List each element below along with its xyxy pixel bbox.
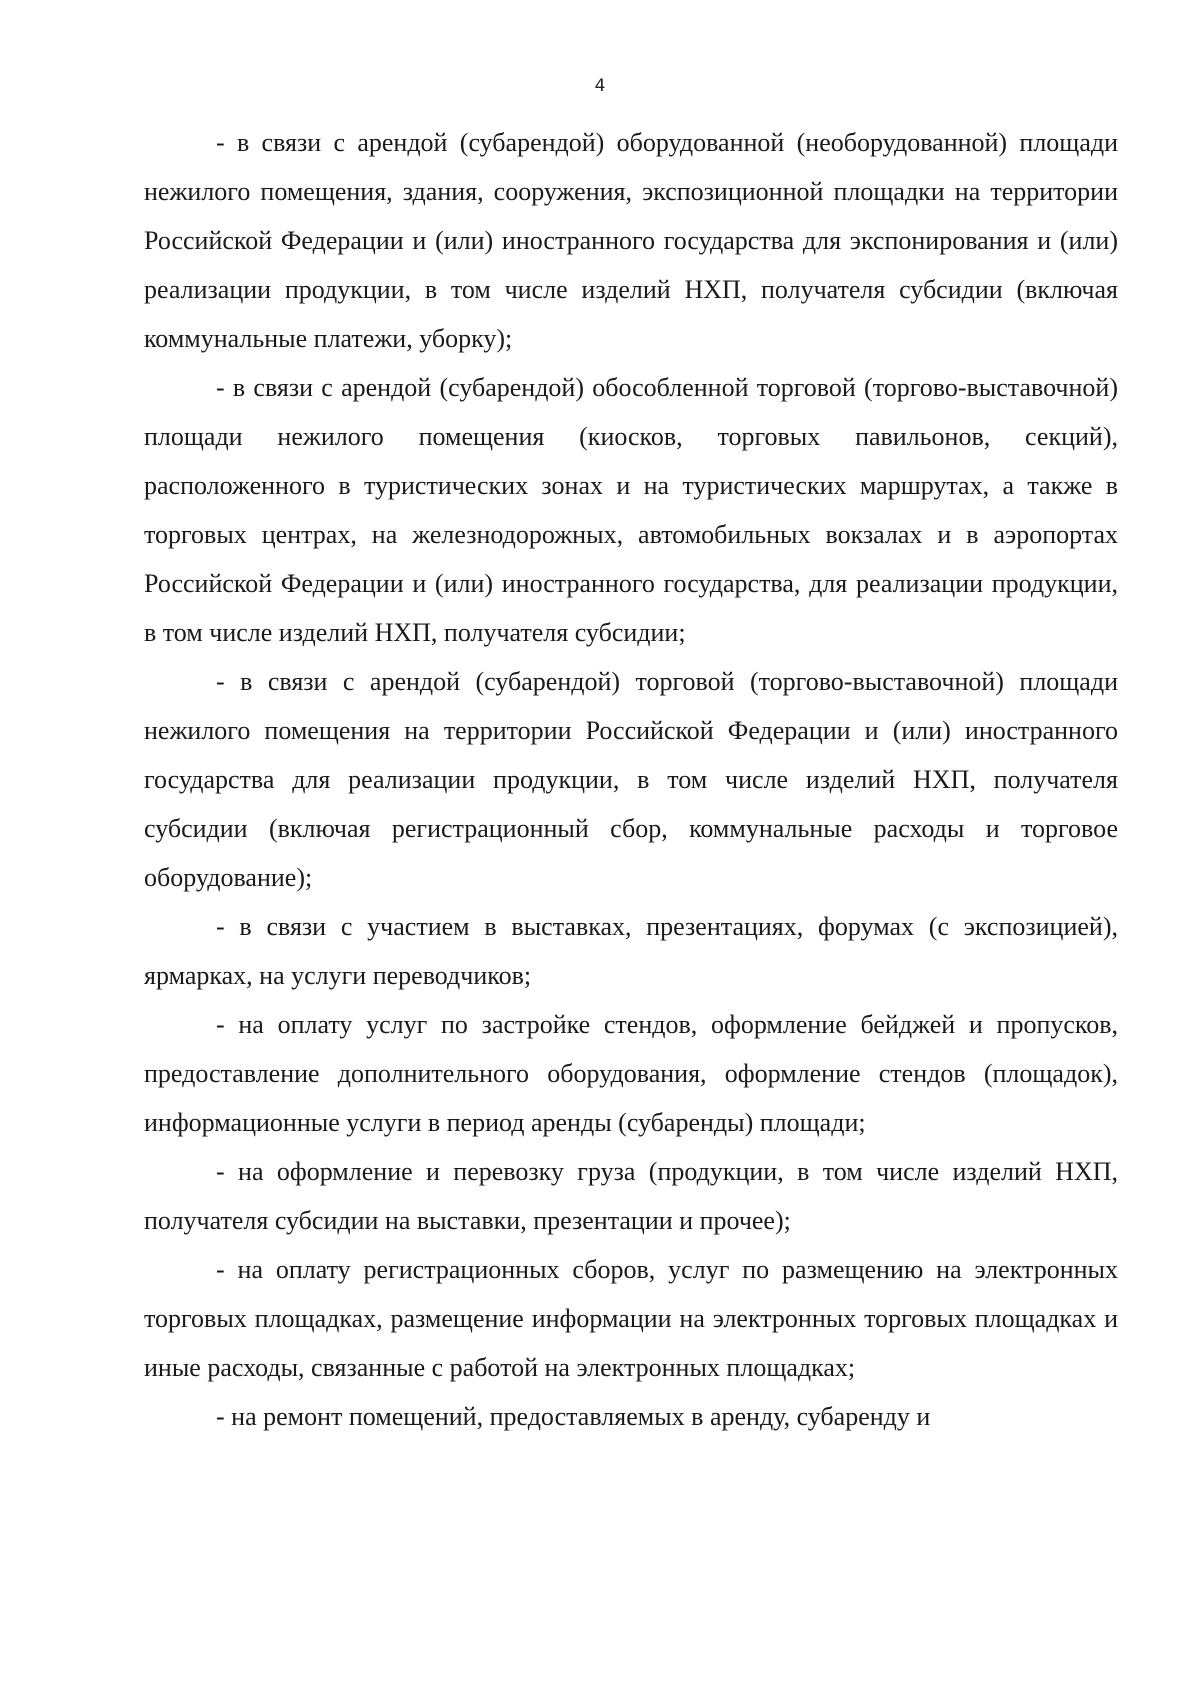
paragraph-exhibitions-translators: - в связи с участием в выставках, презентациях, форумах (с экспозицией), ярмарках, на услуги переводчиков; xyxy=(144,912,1118,990)
paragraph-cargo-transport: - на оформление и перевозку груза (продукции, в том числе изделий НХП, получателя субсидии на выставки, презентации и прочее); xyxy=(144,1157,1118,1235)
paragraph-stand-construction: - на оплату услуг по застройке стендов, оформление бейджей и пропусков, предоставление дополнительного оборудования, оформление стендов (площадок), информационные услуги в период аренды (субаренды) площади; xyxy=(144,1010,1118,1137)
paragraph-rent-equipped-area: - в связи с арендой (субарендой) оборудованной (необорудованной) площади нежилого помещения, здания, сооружения, экспозиционной площадки на территории Российской Федерации и (или) иностранного государства для экспонирования и (или) реализации продукции, в том числе изделий НХП, получателя субсидии (включая коммунальные платежи, уборку); xyxy=(144,128,1118,353)
paragraph-electronic-platforms: - на оплату регистрационных сборов, услуг по размещению на электронных торговых площадках, размещение информации на электронных торговых площадках и иные расходы, связанные с работой на электронных площадках; xyxy=(144,1255,1118,1382)
paragraph-rent-trade-exhibition-area: - в связи с арендой (субарендой) торговой (торгово-выставочной) площади нежилого помещения на территории Российской Федерации и (или) иностранного государства для реализации продукции, в том числе изделий НХП, получателя субсидии (включая регистрационный сбор, коммунальные расходы и торговое оборудование); xyxy=(144,667,1118,892)
paragraph-premises-repair: - на ремонт помещений, предоставляемых в аренду, субаренду и xyxy=(216,1402,931,1431)
paragraph-rent-separate-trade-area: - в связи с арендой (субарендой) обособленной торговой (торгово-выставочной) площади нежилого помещения (киосков, торговых павильонов, секций), расположенного в туристических зонах и на туристических маршрутах, а также в торговых центрах, на железнодорожных, автомобильных вокзалах и в аэропортах Российской Федерации и (или) иностранного государства, для реализации продукции, в том числе изделий НХП, получателя субсидии; xyxy=(144,373,1118,647)
document-body xyxy=(144,118,1118,1441)
page-number: 4 xyxy=(594,76,606,96)
